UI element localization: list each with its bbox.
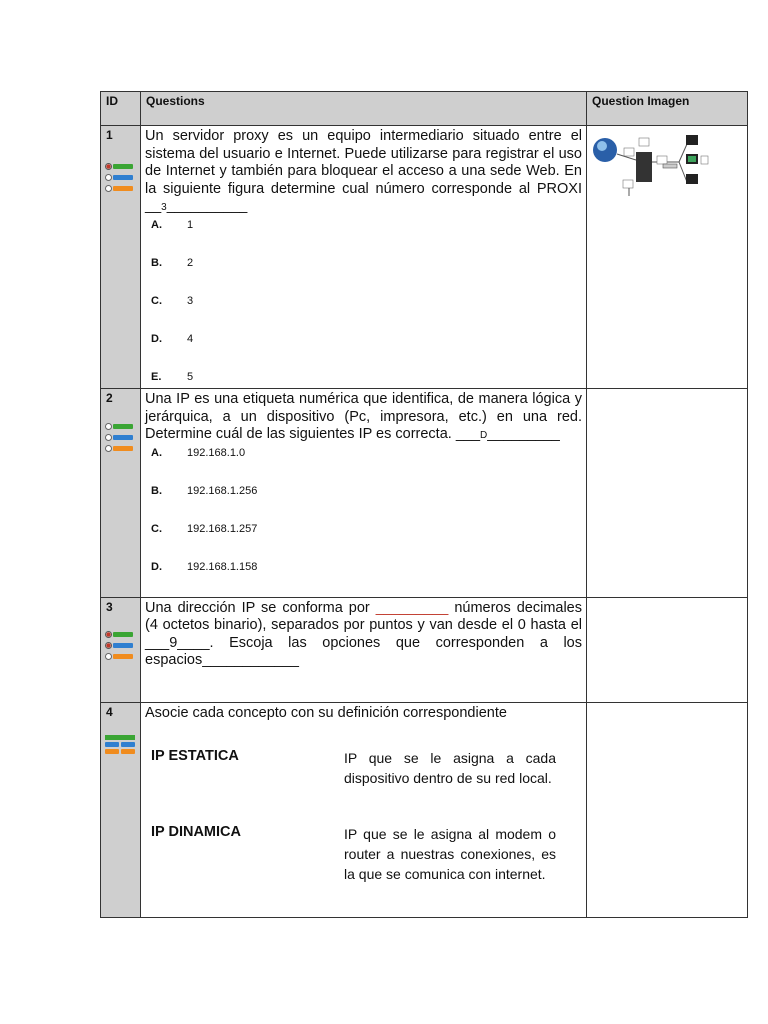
single-choice-icon bbox=[105, 161, 133, 194]
question-id: 1 bbox=[106, 128, 113, 142]
multiple-choice-icon bbox=[105, 629, 133, 662]
question-row-3 bbox=[101, 597, 748, 702]
question-row-4 bbox=[101, 702, 748, 917]
option: E. 5 bbox=[151, 370, 194, 383]
id-cell bbox=[101, 126, 141, 389]
option: B. 192.168.1.256 bbox=[151, 484, 258, 497]
question-cell bbox=[141, 597, 587, 702]
header-row bbox=[101, 92, 748, 126]
image-cell bbox=[587, 389, 748, 598]
options-list bbox=[145, 445, 582, 597]
option: C. 3 bbox=[151, 294, 194, 307]
option: C. 192.168.1.257 bbox=[151, 522, 258, 535]
question-row-1 bbox=[101, 126, 748, 389]
id-cell bbox=[101, 702, 141, 917]
match-definition: IP que se le asigna a cada dispositivo dentro de su red local. bbox=[344, 750, 556, 786]
option: D. 192.168.1.158 bbox=[151, 560, 258, 573]
question-text: Asocie cada concepto con su definición correspondiente bbox=[145, 704, 507, 721]
header-image: Question Imagen bbox=[587, 92, 748, 126]
question-id: 2 bbox=[106, 391, 113, 405]
question-cell bbox=[141, 126, 587, 389]
quiz-table bbox=[100, 91, 748, 918]
id-cell bbox=[101, 597, 141, 702]
question-id: 4 bbox=[106, 704, 113, 719]
option: D. 4 bbox=[151, 332, 194, 345]
question-row-2 bbox=[101, 389, 748, 598]
single-choice-icon bbox=[105, 421, 133, 454]
answer-fill: D bbox=[480, 430, 488, 441]
image-cell bbox=[587, 597, 748, 702]
image-cell bbox=[587, 702, 748, 917]
question-id: 3 bbox=[106, 599, 113, 614]
red-blank: _________ bbox=[375, 599, 449, 616]
match-pair bbox=[145, 748, 582, 788]
question-text: Una IP es una etiqueta numérica que identifica, de manera lógica y jerárquica, a un dispositivo (Pc, impresora, etc.) en una red. Determine cuál de las siguientes IP es correcta. ___D_________ bbox=[145, 391, 582, 442]
question-cell bbox=[141, 702, 587, 917]
match-term: IP ESTATICA bbox=[151, 748, 239, 764]
image-cell bbox=[587, 126, 748, 389]
question-text: Una dirección IP se conforma por _________ números decimales (4 octetos binario), separados por puntos y van desde el 0 hasta el ___9____. Escoja las opciones que corresponden a los espacios____________ bbox=[145, 599, 582, 668]
network-diagram-image bbox=[591, 130, 711, 210]
question-cell bbox=[141, 389, 587, 598]
matching-icon bbox=[105, 735, 135, 754]
option: A. 192.168.1.0 bbox=[151, 446, 246, 459]
match-definition: IP que se le asigna al modem o router a nuestras conexiones, es la que se comunica con internet. bbox=[344, 826, 556, 882]
header-id: ID bbox=[101, 92, 141, 126]
options-list bbox=[145, 217, 582, 385]
question-text: Un servidor proxy es un equipo intermediario situado entre el sistema del usuario e Internet. Puede utilizarse para registrar el uso de Internet y también para bloquear el acceso a una sede Web. En la siguiente figura determine cual número corresponde al PROXI __3__________ bbox=[145, 128, 582, 214]
option: A. 1 bbox=[151, 218, 194, 231]
match-term: IP DINAMICA bbox=[151, 824, 241, 840]
option: B. 2 bbox=[151, 256, 194, 269]
match-pair bbox=[145, 824, 582, 884]
id-cell bbox=[101, 389, 141, 598]
answer-fill: 3 bbox=[161, 202, 167, 213]
header-questions: Questions bbox=[141, 92, 587, 126]
